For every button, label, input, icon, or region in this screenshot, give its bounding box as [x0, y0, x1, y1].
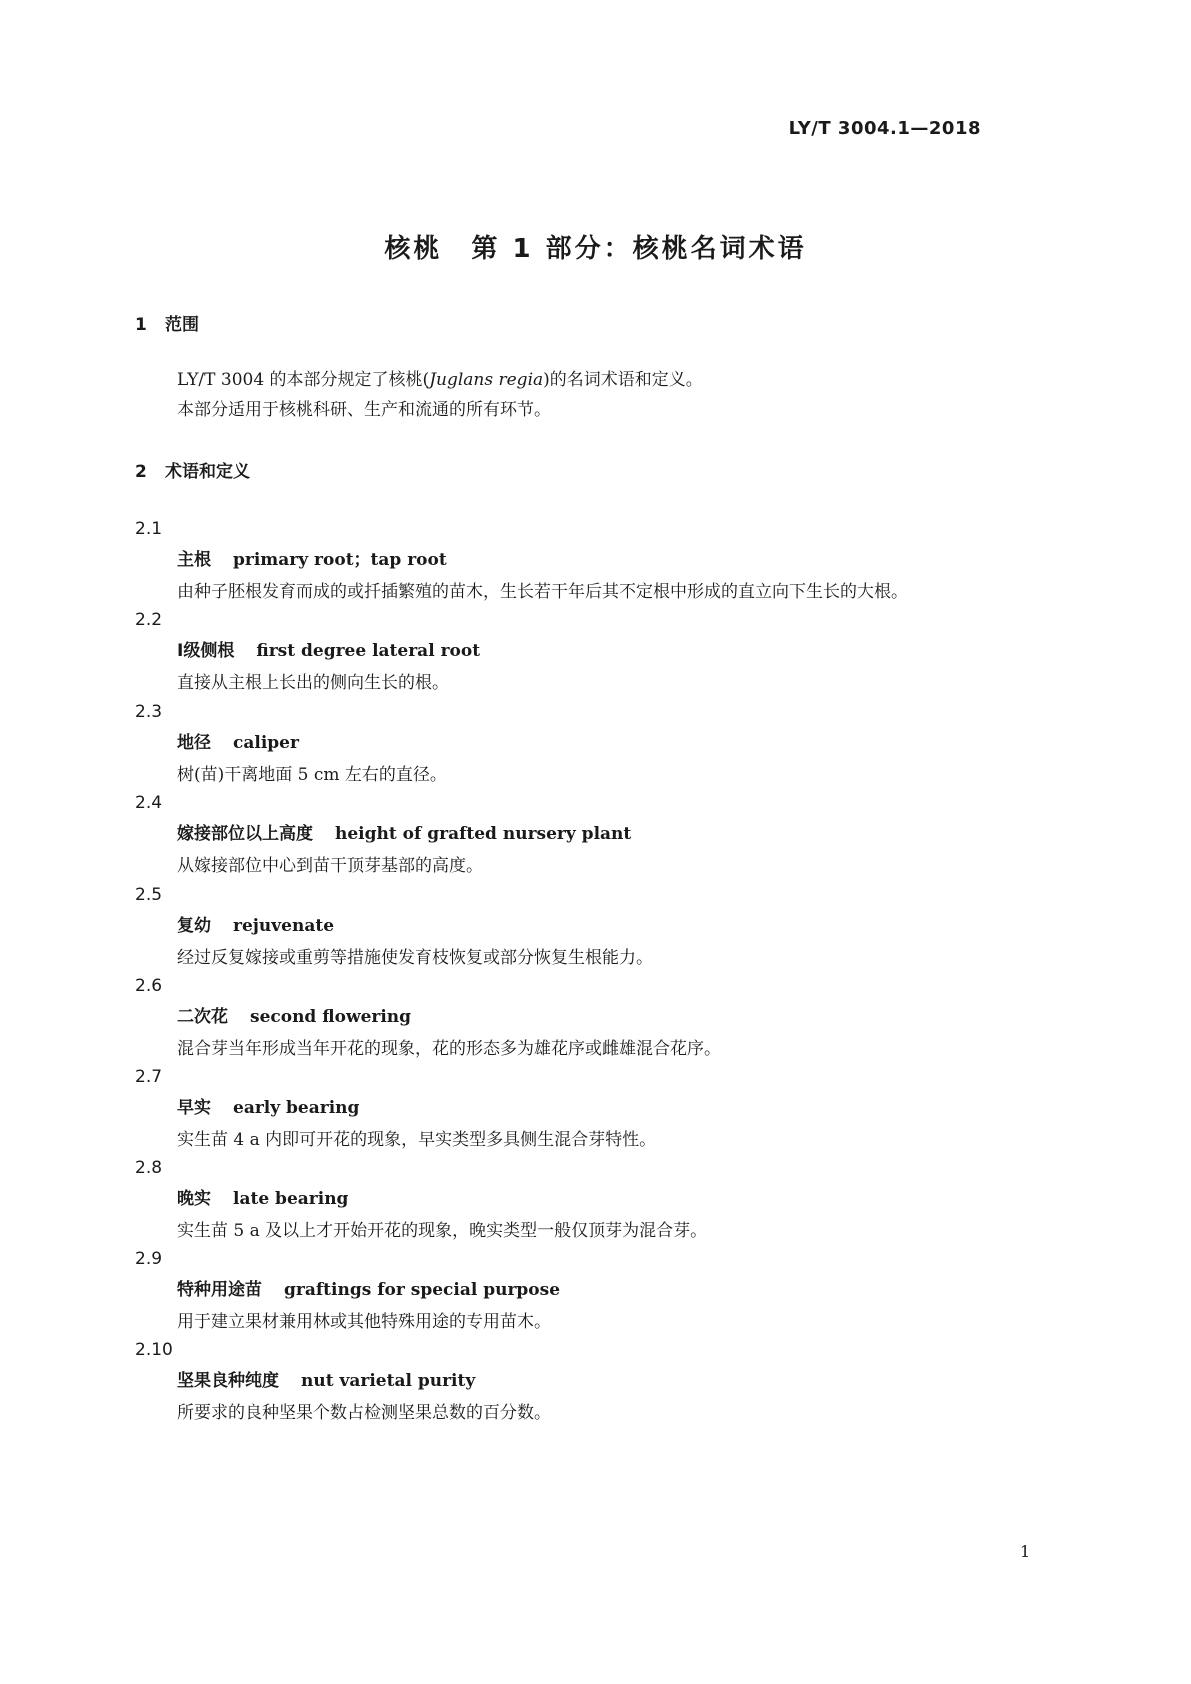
- term-entry: [135, 971, 1075, 1065]
- term-number: 2.2: [135, 610, 163, 630]
- term-heading: [177, 1365, 1075, 1397]
- section-title: 范围: [165, 315, 199, 335]
- term-number: 2.10: [135, 1340, 173, 1360]
- term-heading: [177, 910, 1075, 942]
- term-entry: [135, 605, 1075, 699]
- term-heading: [177, 1092, 1075, 1124]
- document-title: 核桃 第 1 部分：核桃名词术语: [384, 234, 807, 264]
- term-heading: [177, 727, 1075, 759]
- scope-paragraph-1: [177, 366, 703, 394]
- scope-paragraph-2: 本部分适用于核桃科研、生产和流通的所有环节。: [177, 400, 551, 420]
- term-number: 2.1: [135, 519, 163, 539]
- term-entry: [135, 1335, 1075, 1429]
- term-heading: [177, 635, 1075, 667]
- scope-text: )的名词术语和定义。: [543, 370, 703, 390]
- term-chinese: 地径: [177, 733, 211, 753]
- section-title: 术语和定义: [165, 462, 250, 482]
- term-heading: [177, 1274, 1075, 1306]
- term-heading: [177, 1183, 1075, 1215]
- standard-code: LY/T 3004.1—2018: [788, 118, 981, 139]
- term-entry: [135, 880, 1075, 974]
- section-1-heading: [135, 310, 199, 335]
- term-definition: 实生苗 4 a 内即可开花的现象，早实类型多具侧生混合芽特性。: [177, 1130, 657, 1150]
- term-english: second flowering: [250, 1007, 412, 1027]
- term-definition: 直接从主根上长出的侧向生长的根。: [177, 673, 449, 693]
- term-english: rejuvenate: [233, 916, 335, 936]
- term-number: 2.7: [135, 1067, 163, 1087]
- term-chinese: 二次花: [177, 1007, 228, 1027]
- term-definition: 实生苗 5 a 及以上才开始开花的现象，晚实类型一般仅顶芽为混合芽。: [177, 1221, 708, 1241]
- term-definition: 经过反复嫁接或重剪等措施使发育枝恢复或部分恢复生根能力。: [177, 948, 653, 968]
- term-chinese: 早实: [177, 1098, 211, 1118]
- term-number: 2.6: [135, 976, 163, 996]
- term-chinese: 晚实: [177, 1189, 211, 1209]
- term-entry: [135, 697, 1075, 791]
- term-entry: [135, 1062, 1075, 1156]
- term-number: 2.4: [135, 793, 163, 813]
- term-english: early bearing: [233, 1098, 360, 1118]
- latin-name: Juglans regia: [429, 370, 544, 390]
- term-number: 2.3: [135, 702, 163, 722]
- term-english: late bearing: [233, 1189, 349, 1209]
- term-entry: [135, 514, 1075, 608]
- term-chinese: 特种用途苗: [177, 1280, 262, 1300]
- term-definition: 从嫁接部位中心到苗干顶芽基部的高度。: [177, 856, 483, 876]
- term-english: first degree lateral root: [256, 641, 481, 661]
- term-definition: 用于建立果材兼用林或其他特殊用途的专用苗木。: [177, 1312, 551, 1332]
- section-number: 1: [135, 315, 147, 335]
- term-chinese: Ⅰ级侧根: [177, 641, 235, 661]
- term-heading: [177, 818, 1075, 850]
- term-definition: 树(苗)干离地面 5 cm 左右的直径。: [177, 765, 447, 785]
- term-number: 2.5: [135, 885, 163, 905]
- section-number: 2: [135, 462, 147, 482]
- term-english: caliper: [233, 733, 299, 753]
- term-number: 2.8: [135, 1158, 163, 1178]
- term-definition: 所要求的良种坚果个数占检测坚果总数的百分数。: [177, 1403, 551, 1423]
- term-entry: [135, 1153, 1075, 1247]
- section-2-heading: [135, 457, 250, 482]
- term-chinese: 主根: [177, 550, 211, 570]
- term-definition: 混合芽当年形成当年开花的现象，花的形态多为雄花序或雌雄混合花序。: [177, 1039, 721, 1059]
- term-chinese: 复幼: [177, 916, 211, 936]
- term-english: nut varietal purity: [301, 1371, 476, 1391]
- page-number: 1: [1020, 1542, 1031, 1561]
- term-heading: [177, 544, 1075, 576]
- term-chinese: 嫁接部位以上高度: [177, 824, 313, 844]
- term-number: 2.9: [135, 1249, 163, 1269]
- term-heading: [177, 1001, 1075, 1033]
- term-chinese: 坚果良种纯度: [177, 1371, 279, 1391]
- scope-text: LY/T 3004 的本部分规定了核桃(: [177, 370, 430, 390]
- term-entry: [135, 788, 1075, 882]
- term-entry: [135, 1244, 1075, 1338]
- term-english: graftings for special purpose: [284, 1280, 561, 1300]
- term-definition: 由种子胚根发育而成的或扦插繁殖的苗木，生长若干年后其不定根中形成的直立向下生长的大根。: [177, 582, 908, 602]
- term-english: height of grafted nursery plant: [335, 824, 632, 844]
- term-english: primary root；tap root: [233, 550, 447, 570]
